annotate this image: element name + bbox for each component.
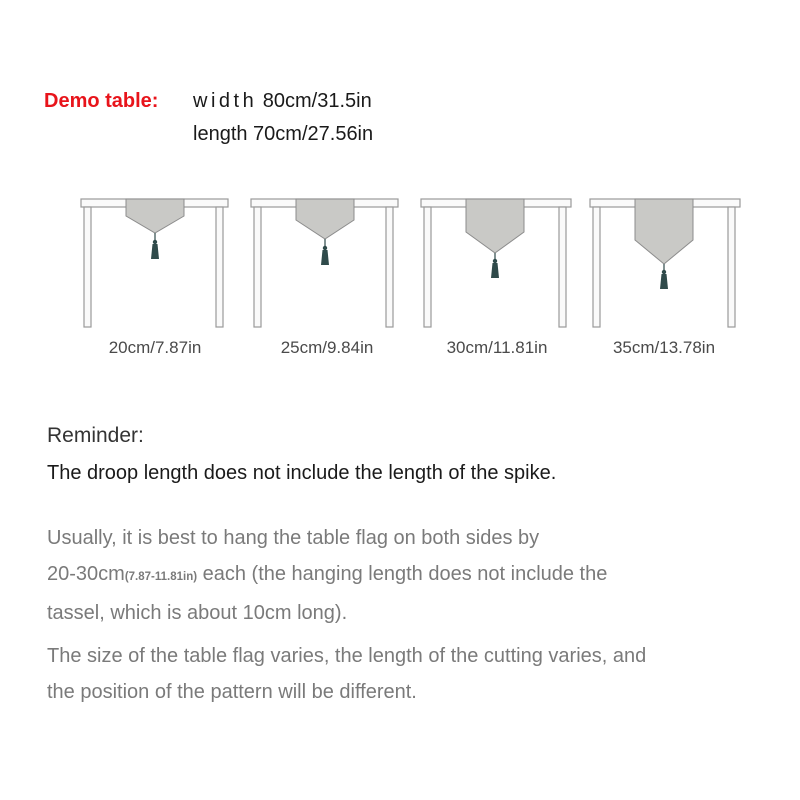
advice-line-3: tassel, which is about 10cm long).	[47, 602, 348, 624]
table-flag-3	[466, 199, 524, 253]
advice-line-1: Usually, it is best to hang the table flag on both sides by	[47, 527, 540, 549]
reminder-text: The droop length does not include the length of the spike.	[47, 462, 557, 484]
advice-range: 20-30cm	[47, 563, 125, 585]
variation-line-1: The size of the table flag varies, the length of the cutting varies, and	[47, 645, 647, 667]
droop-size-label: 30cm/11.81in	[446, 338, 548, 357]
advice-range-inches: (7.87-11.81in)	[124, 571, 198, 583]
droop-size-label: 25cm/9.84in	[280, 338, 374, 357]
droop-size-label: 35cm/13.78in	[612, 338, 716, 357]
width-keyword: width	[193, 90, 258, 112]
table-flag-diagram	[0, 190, 800, 380]
width-value: 80cm/31.5in	[257, 90, 372, 112]
reminder-heading: Reminder:	[47, 424, 144, 447]
tassel-icon	[491, 253, 499, 278]
advice-line-2	[47, 556, 777, 595]
tassel-icon	[321, 239, 329, 265]
advice-line-2-rest: each (the hanging length does not include the	[197, 563, 608, 585]
table-flag-4	[635, 199, 693, 264]
demo-width-text	[193, 90, 372, 113]
demo-length-text: length 70cm/27.56in	[193, 123, 374, 145]
table-illustration-1	[81, 199, 228, 327]
variation-line-2: the position of the pattern will be different.	[47, 681, 417, 703]
table-flag-2	[296, 199, 354, 239]
table-flag-1	[126, 199, 184, 233]
hanging-advice-paragraph	[47, 520, 777, 631]
table-illustration-3	[421, 199, 571, 327]
tassel-icon	[151, 233, 159, 259]
table-illustration-4	[590, 199, 740, 327]
table-illustration-2	[251, 199, 398, 327]
droop-size-label: 20cm/7.87in	[108, 338, 202, 357]
demo-table-label: Demo table:	[44, 90, 159, 112]
tassel-icon	[660, 264, 668, 289]
size-variation-paragraph	[47, 638, 777, 710]
